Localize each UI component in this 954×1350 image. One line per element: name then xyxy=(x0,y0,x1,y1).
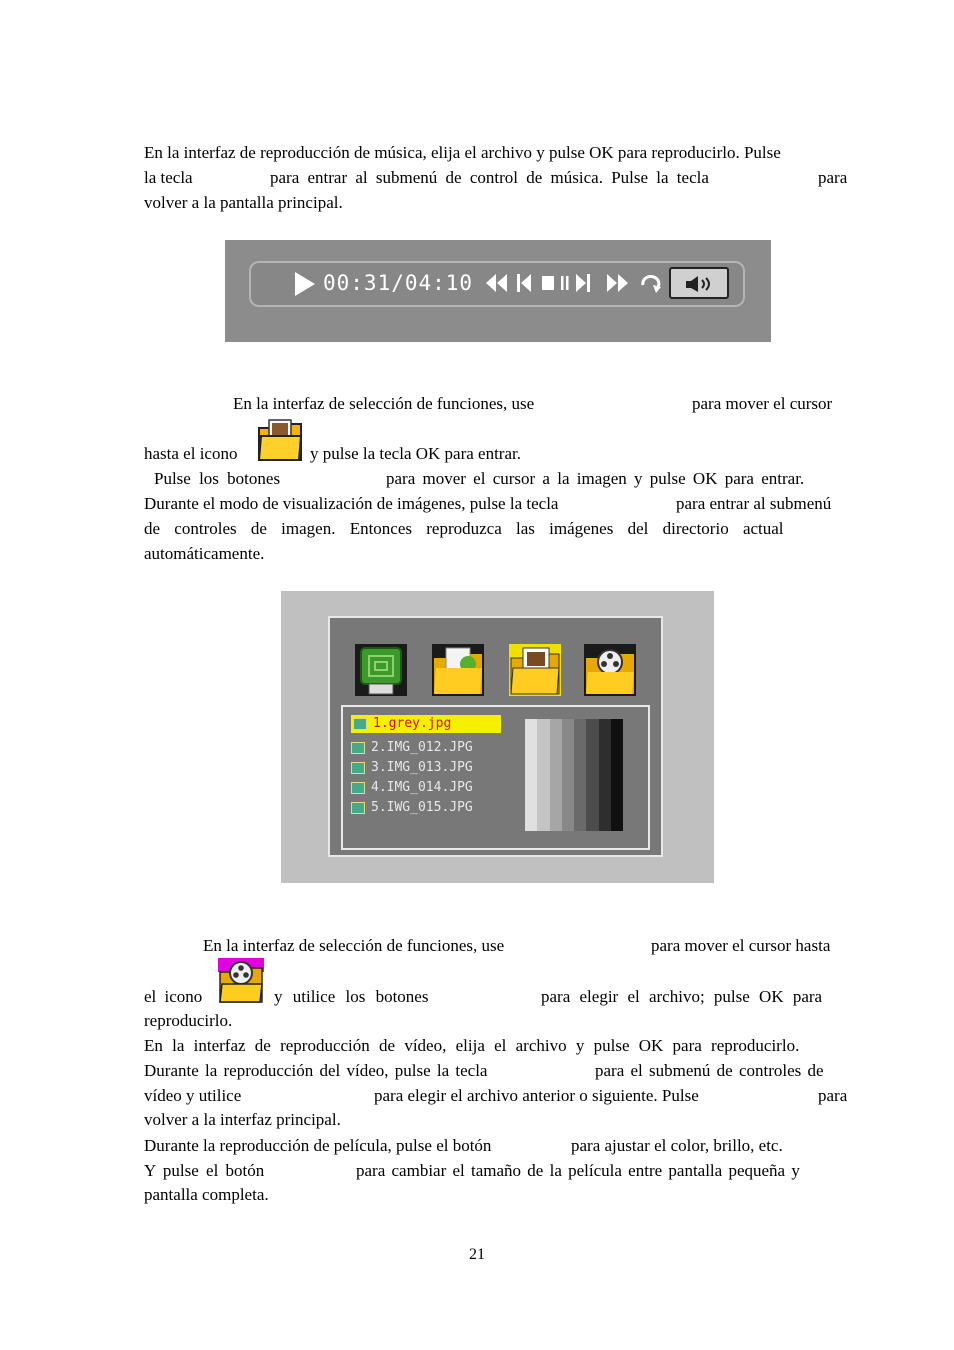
rewind-icon xyxy=(485,273,509,293)
stop-icon xyxy=(541,275,555,291)
previous-icon xyxy=(516,273,532,293)
para3-line9-a: Y pulse el botón xyxy=(144,1161,265,1180)
para3-line2-b: y utilice los botones xyxy=(274,987,429,1006)
next-icon xyxy=(575,273,591,293)
para3-line6-a: vídeo y utilice xyxy=(144,1086,242,1105)
para3-line2-c: para elegir el archivo; pulse OK para xyxy=(541,987,823,1006)
para2-line3-b: para mover el cursor a la imagen y pulse OK para entrar. xyxy=(386,469,805,488)
para3-line1-b: para mover el cursor hasta xyxy=(651,936,831,955)
page-number: 21 xyxy=(469,1246,485,1263)
image-file-icon xyxy=(351,762,365,774)
repeat-icon xyxy=(639,273,663,295)
fast-forward-icon xyxy=(606,273,630,293)
para2-line4-b: para entrar al submenú xyxy=(676,494,832,513)
para1-line1: En la interfaz de reproducción de música, elija el archivo y pulse OK para reproducirlo. Pulse xyxy=(144,143,781,162)
file-item-1: 1.grey.jpg xyxy=(351,715,501,733)
para3-line1-a: En la interfaz de selección de funciones, use xyxy=(203,936,505,955)
image-preview-greyscale xyxy=(525,719,623,831)
para1-line2-b: para entrar al submenú de control de música. Pulse la tecla xyxy=(270,168,709,187)
para3-line8-a: Durante la reproducción de película, pulse el botón xyxy=(144,1136,492,1155)
file-item-5: 5.IWG_015.JPG xyxy=(351,799,473,817)
video-folder-icon xyxy=(584,644,636,696)
photo-folder-icon xyxy=(257,416,303,462)
photo-folder-icon-selected xyxy=(509,644,561,696)
file-list xyxy=(341,705,650,850)
image-file-icon xyxy=(353,718,367,730)
volume-button xyxy=(669,267,729,299)
speaker-icon xyxy=(685,275,715,293)
image-file-icon xyxy=(351,782,365,794)
para3-line5-a: Durante la reproducción del vídeo, pulse la tecla xyxy=(144,1061,488,1080)
image-browser-window xyxy=(328,616,663,857)
usb-drive-icon xyxy=(355,644,407,696)
para2-line6: automáticamente. xyxy=(144,544,265,563)
file-item-3: 3.IMG_013.JPG xyxy=(351,759,473,777)
file-item-4: 4.IMG_014.JPG xyxy=(351,779,473,797)
para2-line5: de controles de imagen. Entonces reproduzca las imágenes del directorio actual xyxy=(144,519,784,538)
play-icon xyxy=(293,271,317,297)
para3-line7: volver a la interfaz principal. xyxy=(144,1110,341,1129)
para1-line2-c: para xyxy=(818,168,848,187)
music-folder-icon xyxy=(432,644,484,696)
video-folder-icon xyxy=(218,958,264,1004)
music-control-bar xyxy=(249,261,745,307)
para3-line10: pantalla completa. xyxy=(144,1185,269,1204)
para2-line1-a: En la interfaz de selección de funciones, use xyxy=(233,394,535,413)
music-player-screenshot xyxy=(225,240,771,342)
image-file-icon xyxy=(351,802,365,814)
para2-line3-a: Pulse los botones xyxy=(154,469,281,488)
para3-line4: En la interfaz de reproducción de vídeo, elija el archivo y pulse OK para reproducirlo. xyxy=(144,1036,800,1055)
para3-line6-b: para elegir el archivo anterior o siguiente. Pulse xyxy=(374,1086,699,1105)
image-file-icon xyxy=(351,742,365,754)
music-time-readout: 00:31/04:10 xyxy=(323,271,474,295)
para3-line2-a: el icono xyxy=(144,987,203,1006)
image-browser-screenshot xyxy=(281,591,714,883)
para2-line1-b: para mover el cursor xyxy=(692,394,833,413)
para3-line5-b: para el submenú de controles de xyxy=(595,1061,824,1080)
para1-line2-a: la tecla xyxy=(144,168,193,187)
pause-icon xyxy=(560,275,570,291)
para3-line9-b: para cambiar el tamaño de la película entre pantalla pequeña y xyxy=(356,1161,800,1180)
para2-line2-b: y pulse la tecla OK para entrar. xyxy=(310,444,521,463)
para3-line8-b: para ajustar el color, brillo, etc. xyxy=(571,1136,783,1155)
para3-line3: reproducirlo. xyxy=(144,1011,233,1030)
para3-line6-c: para xyxy=(818,1086,848,1105)
file-item-2: 2.IMG_012.JPG xyxy=(351,739,473,757)
para1-line3: volver a la pantalla principal. xyxy=(144,193,343,212)
para2-line4-a: Durante el modo de visualización de imágenes, pulse la tecla xyxy=(144,494,559,513)
para2-line2-a: hasta el icono xyxy=(144,444,238,463)
